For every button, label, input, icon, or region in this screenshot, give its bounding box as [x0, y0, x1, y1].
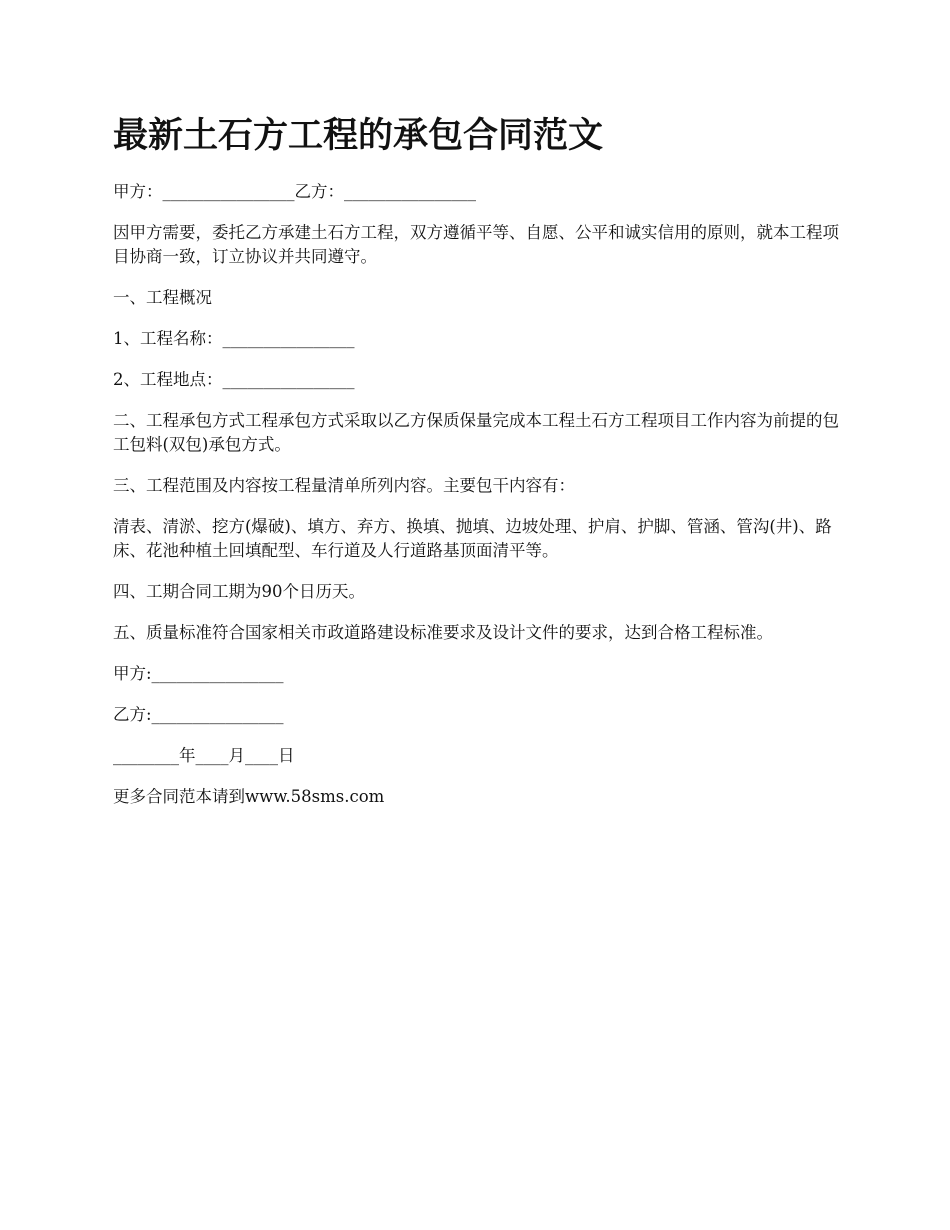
party-b-signature-line: 乙方:________________: [113, 705, 284, 724]
document-title: 最新土石方工程的承包合同范文: [113, 116, 604, 156]
scope-items-paragraph: 清表、清淤、挖方(爆破)、填方、弃方、换填、抛填、边坡处理、护肩、护脚、管涵、管沟(井)、路床、花池种植土回填配型、车行道及人行道路基顶面清平等。: [113, 517, 832, 560]
scope-paragraph: 三、工程范围及内容按工程量清单所列内容。主要包干内容有：: [113, 476, 575, 495]
contract-method-paragraph: 二、工程承包方式工程承包方式采取以乙方保质保量完成本工程土石方工程项目工作内容为前提的包工包料(双包)承包方式。: [113, 411, 839, 454]
project-name-line: 1、工程名称：________________: [113, 329, 355, 348]
section-heading-overview: 一、工程概况: [113, 288, 212, 307]
quality-paragraph: 五、质量标准符合国家相关市政道路建设标准要求及设计文件的要求，达到合格工程标准。: [113, 623, 773, 642]
project-location-line: 2、工程地点：________________: [113, 370, 355, 389]
party-line: 甲方：________________乙方：________________: [113, 182, 476, 201]
intro-paragraph: 因甲方需要，委托乙方承建土石方工程，双方遵循平等、自愿、公平和诚实信用的原则，就本工程项目协商一致，订立协议并共同遵守。: [113, 223, 839, 266]
party-a-signature-line: 甲方:________________: [113, 664, 284, 683]
date-line: ________年____月____日: [113, 746, 295, 765]
document-page: [113, 112, 853, 826]
footer-link-text: 更多合同范本请到www.58sms.com: [113, 787, 385, 806]
duration-paragraph: 四、工期合同工期为90个日历天。: [113, 582, 365, 601]
